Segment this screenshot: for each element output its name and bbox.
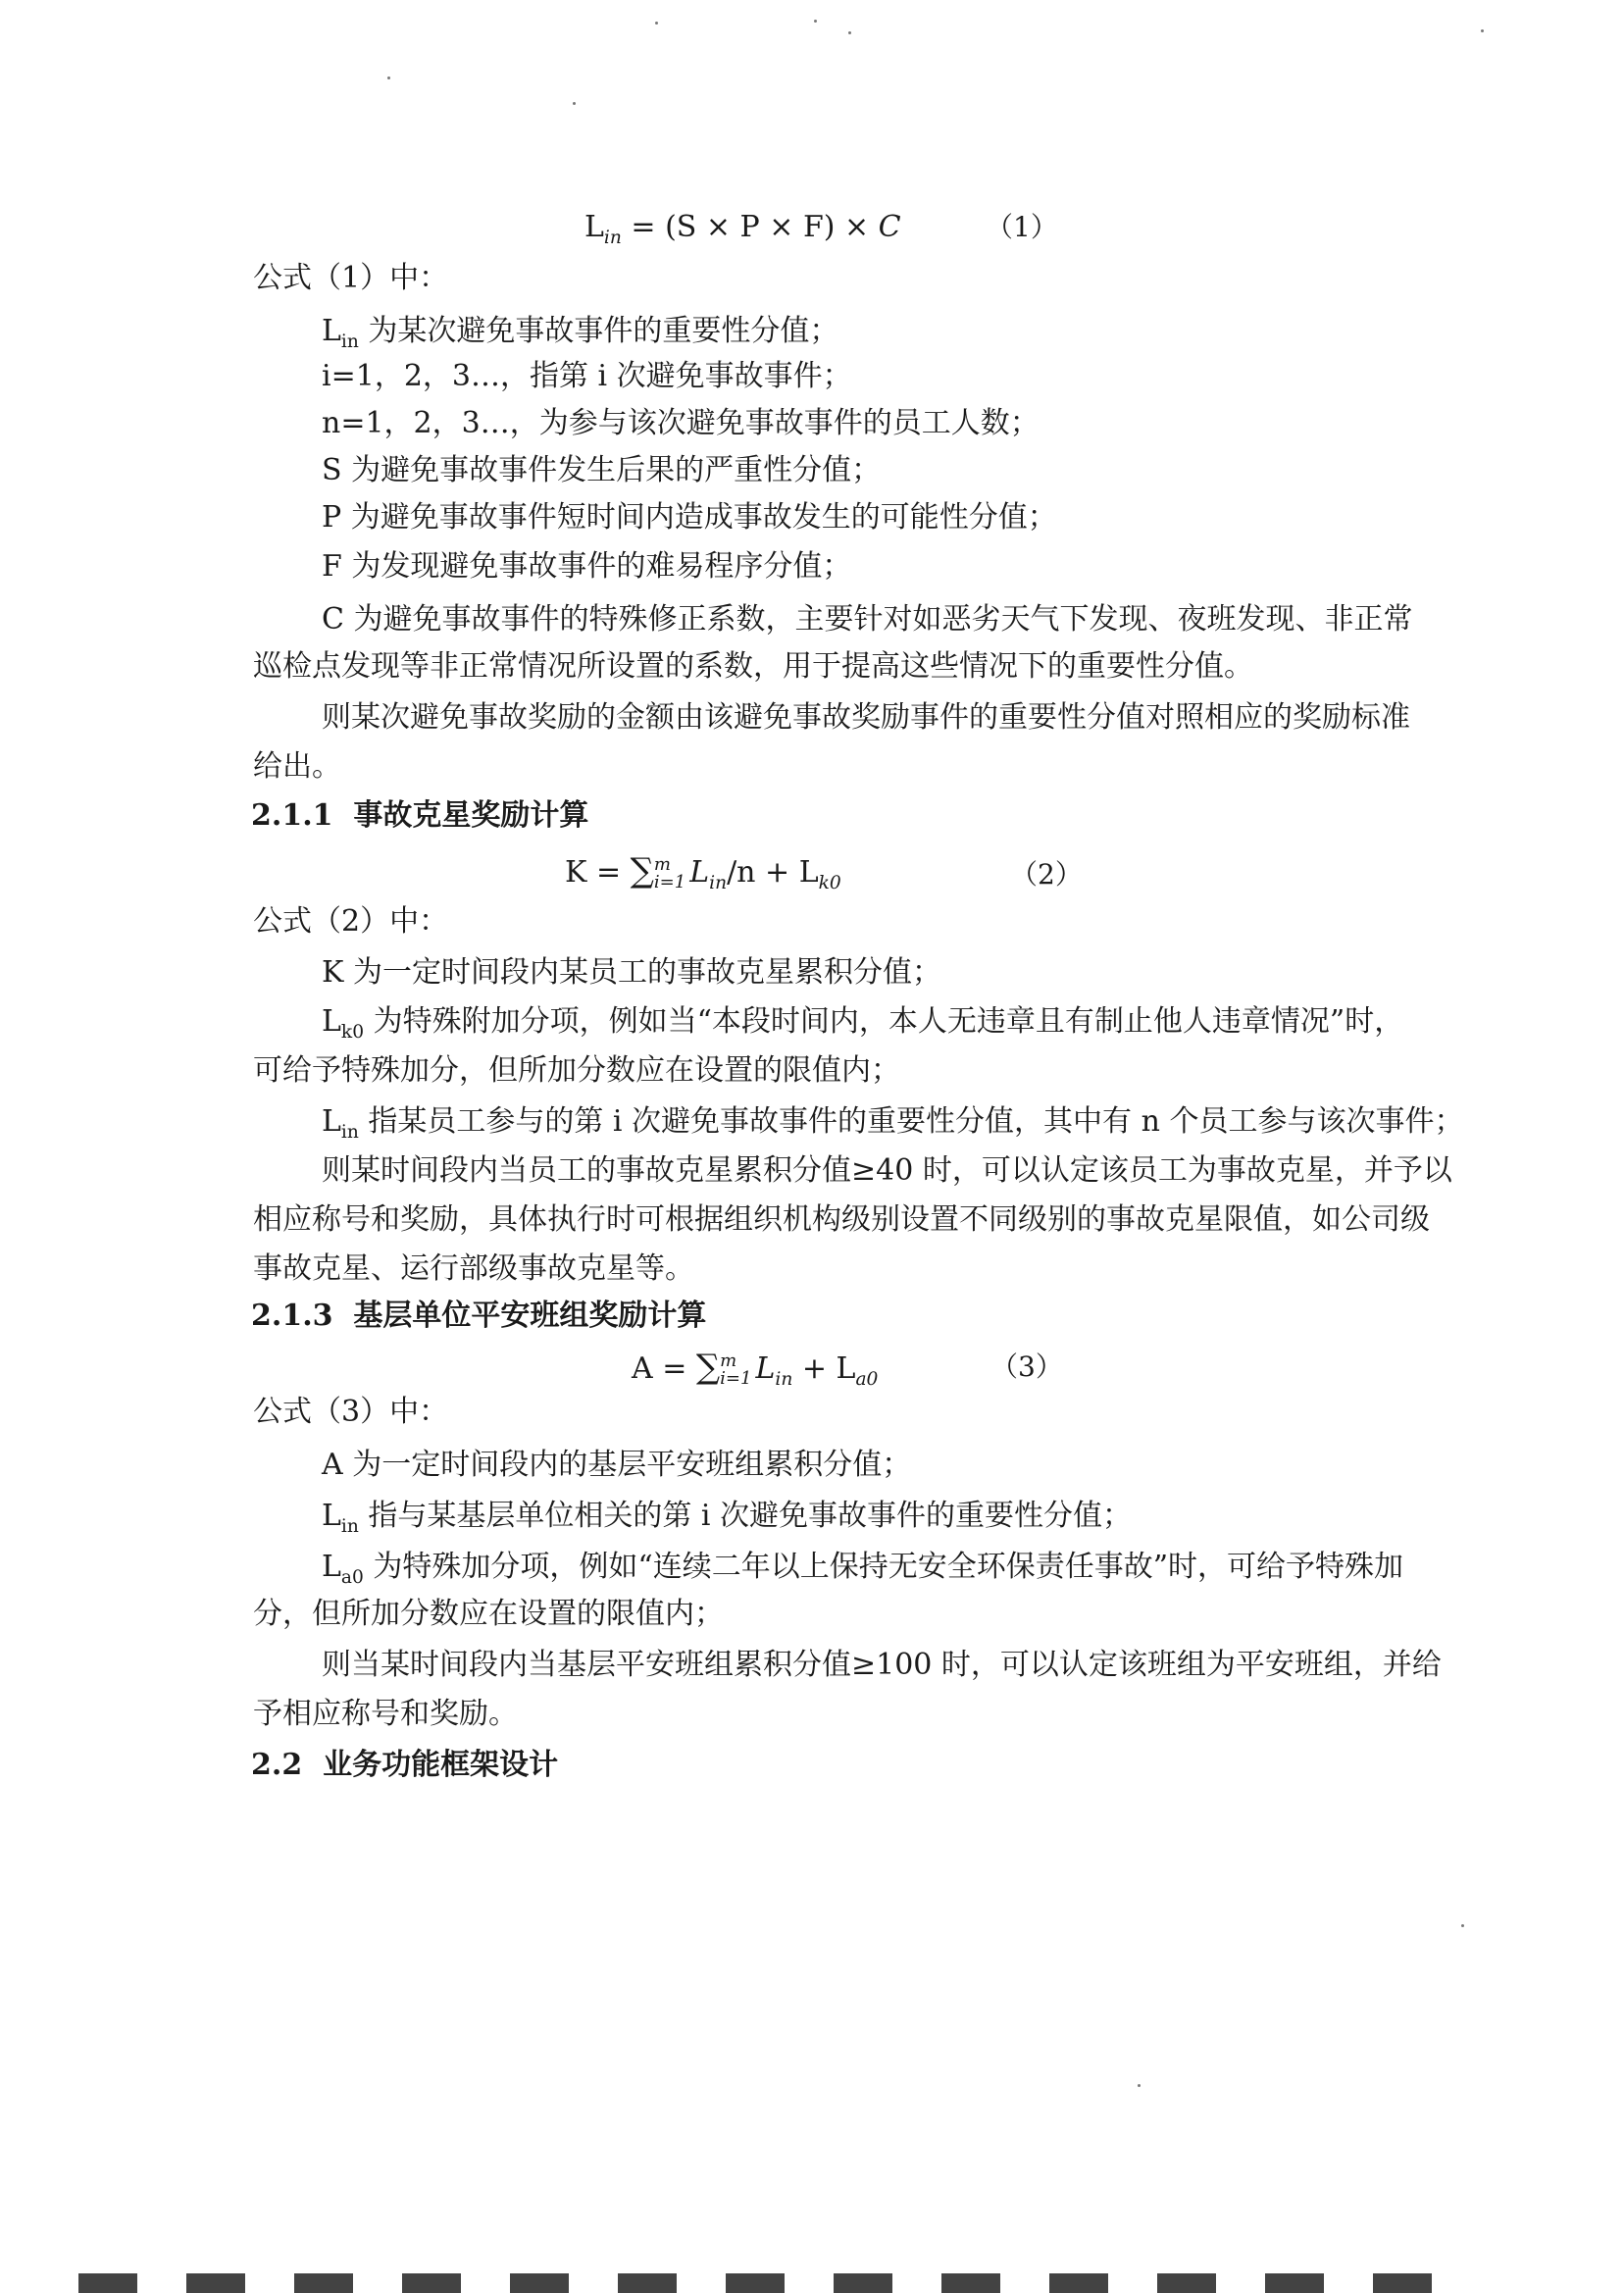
- formula-2-number: （2）: [1010, 858, 1083, 891]
- definition-lk0: [322, 1002, 1404, 1043]
- definition-p: P 为避免事故事件短时间内造成事故发生的可能性分值；: [322, 500, 1057, 535]
- formula-3-lhs: A =: [632, 1351, 696, 1386]
- formula-3-l: L: [755, 1351, 776, 1386]
- sum-limits: [720, 1352, 751, 1388]
- formula-2-intro: 公式（2）中：: [253, 904, 449, 939]
- definition-a: A 为一定时间段内的基层平安班组累积分值；: [322, 1448, 912, 1482]
- formula-3-mid: + L: [792, 1351, 856, 1386]
- formula-1-lhs: L: [584, 210, 604, 244]
- heading-number: 2.1.3: [251, 1299, 333, 1333]
- section-heading-2-1-1: [251, 796, 588, 836]
- definition-text: 为特殊加分项，例如“连续二年以上保持无安全环保责任事故”时，可给予特殊加: [363, 1550, 1404, 1584]
- heading-text: 业务功能框架设计: [323, 1748, 559, 1782]
- definition-k: K 为一定时间段内某员工的事故克星累积分值；: [322, 955, 941, 990]
- var-l: L: [322, 1104, 341, 1139]
- scan-speck: [573, 102, 576, 105]
- var-l: L: [322, 1550, 341, 1584]
- scan-speck: [1481, 29, 1484, 32]
- formula-1-number: （1）: [986, 211, 1058, 243]
- var-l-sub: k0: [340, 1022, 365, 1043]
- heading-text: 事故克星奖励计算: [353, 798, 589, 833]
- definition-text: 指与某基层单位相关的第 i 次避免事故事件的重要性分值；: [358, 1499, 1133, 1533]
- paragraph-star: 则某时间段内当员工的事故克星累积分值≥40 时，可以认定该员工为事故克星，并予以: [322, 1153, 1452, 1188]
- definition-text: 为某次避免事故事件的重要性分值；: [358, 314, 839, 348]
- paragraph-reward: 则某次避免事故奖励的金额由该避免事故奖励事件的重要性分值对照相应的奖励标准: [322, 700, 1410, 735]
- sum-upper: m: [653, 854, 671, 875]
- scan-speck: [848, 31, 851, 34]
- formula-3-a0: a0: [855, 1369, 879, 1390]
- scan-bottom-edge: [78, 2273, 1471, 2293]
- sum-symbol: ∑: [695, 1348, 721, 1387]
- section-heading-2-2: [251, 1746, 558, 1785]
- paragraph-team: 则当某时间段内当基层平安班组累积分值≥100 时，可以认定该班组为平安班组，并给: [322, 1648, 1442, 1682]
- scan-speck: [387, 76, 390, 79]
- definition-c: C 为避免事故事件的特殊修正系数，主要针对如恶劣天气下发现、夜班发现、非正常: [322, 602, 1413, 637]
- scan-speck: [655, 22, 658, 25]
- formula-3-intro: 公式（3）中：: [253, 1395, 449, 1429]
- paragraph-reward-cont: 给出。: [253, 749, 341, 784]
- definition-la0: [322, 1548, 1404, 1588]
- formula-1-lhs-sub: in: [603, 228, 622, 248]
- paragraph-star-cont-2: 事故克星、运行部级事故克星等。: [253, 1251, 694, 1286]
- definition-text: 为特殊附加分项，例如当“本段时间内，本人无违章且有制止他人违章情况”时，: [364, 1004, 1404, 1039]
- sum-lower: i=1: [653, 872, 686, 892]
- definition-s: S 为避免事故事件发生后果的严重性分值；: [322, 453, 882, 487]
- formula-3: [632, 1348, 878, 1389]
- section-heading-2-1-3: [251, 1297, 706, 1336]
- definition-text: 指某员工参与的第 i 次避免事故事件的重要性分值，其中有 n 个员工参与该次事件；: [358, 1104, 1464, 1139]
- definition-lk0-cont: 可给予特殊加分，但所加分数应在设置的限值内；: [253, 1053, 900, 1088]
- definition-n: n=1，2，3…，为参与该次避免事故事件的员工人数；: [322, 406, 1040, 440]
- sum-upper: m: [720, 1350, 737, 1371]
- formula-1-rhs: = (S × P × F) ×: [631, 210, 879, 244]
- formula-3-l-sub: in: [775, 1369, 793, 1390]
- definition-i: i=1，2，3…，指第 i 次避免事故事件；: [322, 359, 852, 393]
- var-l-sub: in: [340, 331, 359, 352]
- heading-number: 2.2: [251, 1748, 303, 1782]
- heading-text: 基层单位平安班组奖励计算: [353, 1299, 707, 1333]
- formula-3-number: （3）: [990, 1350, 1063, 1383]
- formula-2: [565, 851, 841, 892]
- var-l: L: [322, 314, 341, 348]
- formula-2-mid: /n + L: [727, 855, 819, 890]
- definition-c-cont: 巡检点发现等非正常情况所设置的系数，用于提高这些情况下的重要性分值。: [253, 649, 1253, 684]
- definition-lin-3: [322, 1497, 1132, 1536]
- formula-2-lhs: K =: [565, 855, 631, 890]
- var-l-sub: in: [340, 1516, 359, 1537]
- formula-1: [584, 208, 901, 247]
- formula-2-k0: k0: [818, 873, 841, 893]
- var-l: L: [322, 1499, 341, 1533]
- formula-1-c: C: [878, 210, 901, 244]
- definition-f: F 为发现避免事故事件的难易程序分值；: [322, 549, 852, 584]
- var-l-sub: in: [340, 1122, 359, 1143]
- definition-lin-2: [322, 1102, 1463, 1142]
- sum-limits: [654, 856, 685, 892]
- sum-symbol: ∑: [630, 851, 654, 891]
- formula-2-l: L: [689, 855, 710, 890]
- formula-1-intro: 公式（1）中：: [253, 261, 449, 295]
- formula-2-l-sub: in: [709, 873, 728, 893]
- var-l-sub: a0: [340, 1567, 364, 1588]
- scan-speck: [814, 20, 817, 23]
- paragraph-star-cont-1: 相应称号和奖励，具体执行时可根据组织机构级别设置不同级别的事故克星限值，如公司级: [253, 1202, 1430, 1237]
- scan-speck: [1138, 2084, 1141, 2087]
- sum-lower: i=1: [720, 1368, 752, 1389]
- scan-speck: [1461, 1924, 1464, 1927]
- heading-number: 2.1.1: [251, 798, 333, 833]
- paragraph-team-cont: 予相应称号和奖励。: [253, 1697, 518, 1731]
- definition-la0-cont: 分，但所加分数应在设置的限值内；: [253, 1597, 724, 1631]
- var-l: L: [322, 1004, 341, 1039]
- definition-lin: [322, 312, 838, 351]
